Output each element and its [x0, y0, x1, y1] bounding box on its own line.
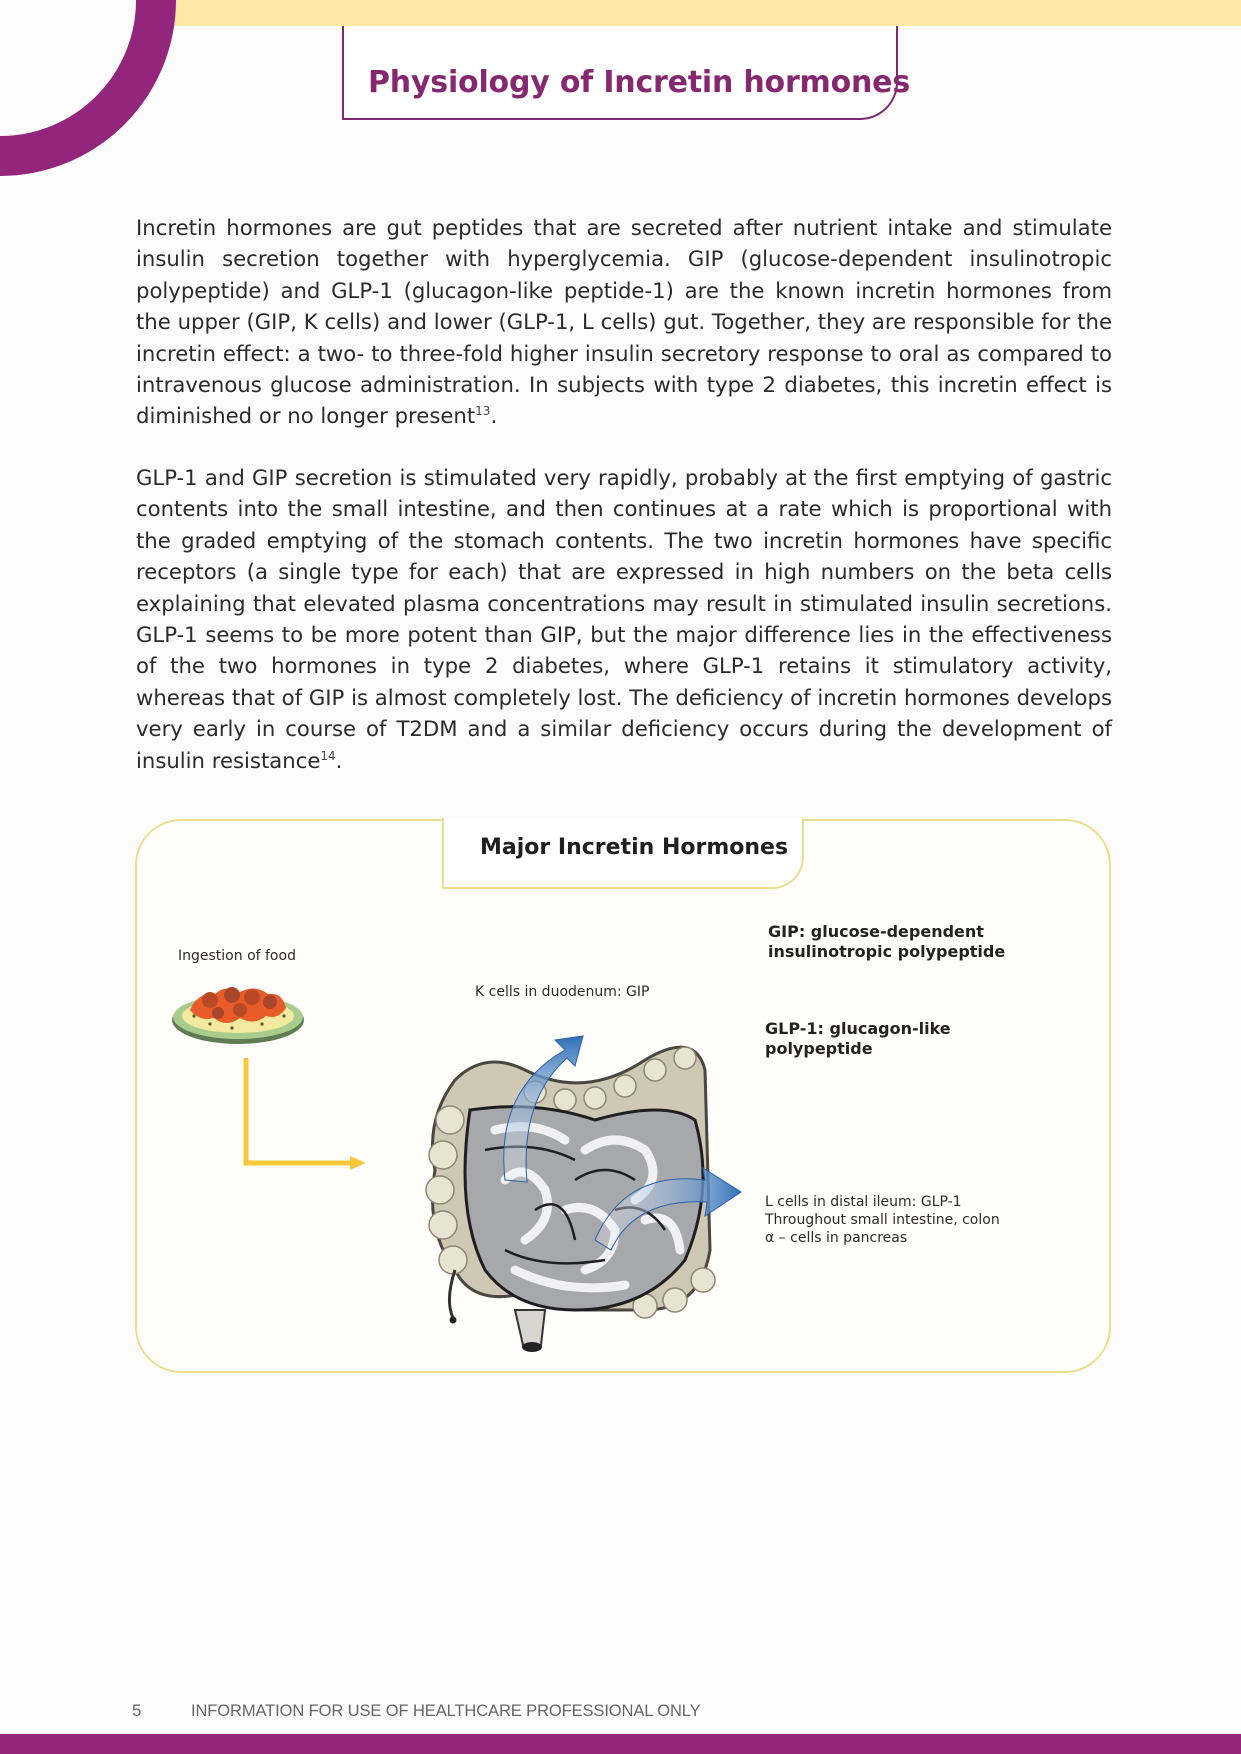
l-cells-line: Throughout small intestine, colon	[765, 1212, 1000, 1228]
intestine-illustration	[415, 1010, 755, 1360]
bottom-accent-band	[0, 1734, 1241, 1754]
gip-definition-line: insulinotropic polypeptide	[768, 942, 1006, 961]
l-cells-line: L cells in distal ileum: GLP-1	[765, 1194, 962, 1210]
paragraph-incretin-intro	[136, 212, 1112, 432]
paragraph-end: .	[490, 403, 498, 429]
figure-title: Major Incretin Hormones	[480, 835, 789, 860]
glp1-definition	[765, 1019, 951, 1059]
paragraph-text: Incretin hormones are gut peptides that are secreted after nutrient intake and stimulate insulin secretion together with hyperglycemia. GIP (glucose-dependent insulinotropic polypeptide) and GLP-1 (glucagon-like peptide-1) are the known incretin hormones from the upper (GIP, K cells) and lower (GLP-1, L cells) gut. Together, they are responsible for the incretin effect: a two- to three-fold higher insulin secretory response to oral as compared to intravenous glucose administration. In subjects with type 2 diabetes, this incretin effect is diminished or no longer present	[136, 215, 1112, 429]
footer-disclaimer: INFORMATION FOR USE OF HEALTHCARE PROFESSIONAL ONLY	[191, 1702, 701, 1720]
gip-definition	[768, 922, 1005, 962]
page-number: 5	[132, 1701, 142, 1720]
k-cells-label: K cells in duodenum: GIP	[475, 984, 650, 1000]
paragraph-end: .	[335, 747, 343, 773]
gip-definition-line: GIP: glucose-dependent	[768, 922, 984, 941]
paragraph-secretion	[136, 462, 1112, 776]
top-accent-band	[0, 0, 1241, 26]
page-title: Physiology of Incretin hormones	[368, 65, 910, 100]
corner-ring-decoration	[0, 0, 176, 176]
ingestion-label: Ingestion of food	[178, 948, 296, 964]
reference-marker: 13	[475, 404, 491, 419]
flow-arrow-icon	[240, 1058, 370, 1170]
glp1-definition-line: GLP-1: glucagon-like	[765, 1019, 951, 1038]
reference-marker: 14	[320, 748, 336, 763]
glp1-definition-line: polypeptide	[765, 1039, 873, 1058]
l-cells-label	[765, 1193, 1000, 1247]
l-cells-line: α – cells in pancreas	[765, 1230, 908, 1246]
food-plate-icon	[170, 980, 310, 1050]
figure-title-tab	[442, 818, 804, 889]
page-title-tab	[342, 26, 910, 120]
paragraph-text: GLP-1 and GIP secretion is stimulated very rapidly, probably at the first emptying of gastric contents into the small intestine, and then continues at a rate which is proportional with the graded emptying of the stomach contents. The two incretin hormones have specific receptors (a single type for each) that are expressed in high numbers on the beta cells explaining that elevated plasma concentrations may result in stimulated insulin secretions. GLP-1 seems to be more potent than GIP, but the major difference lies in the effectiveness of the two hormones in type 2 diabetes, where GLP-1 retains it stimulatory activity, whereas that of GIP is almost completely lost. The deficiency of incretin hormones develops very early in course of T2DM and a similar deficiency occurs during the development of insulin resistance	[136, 465, 1112, 773]
